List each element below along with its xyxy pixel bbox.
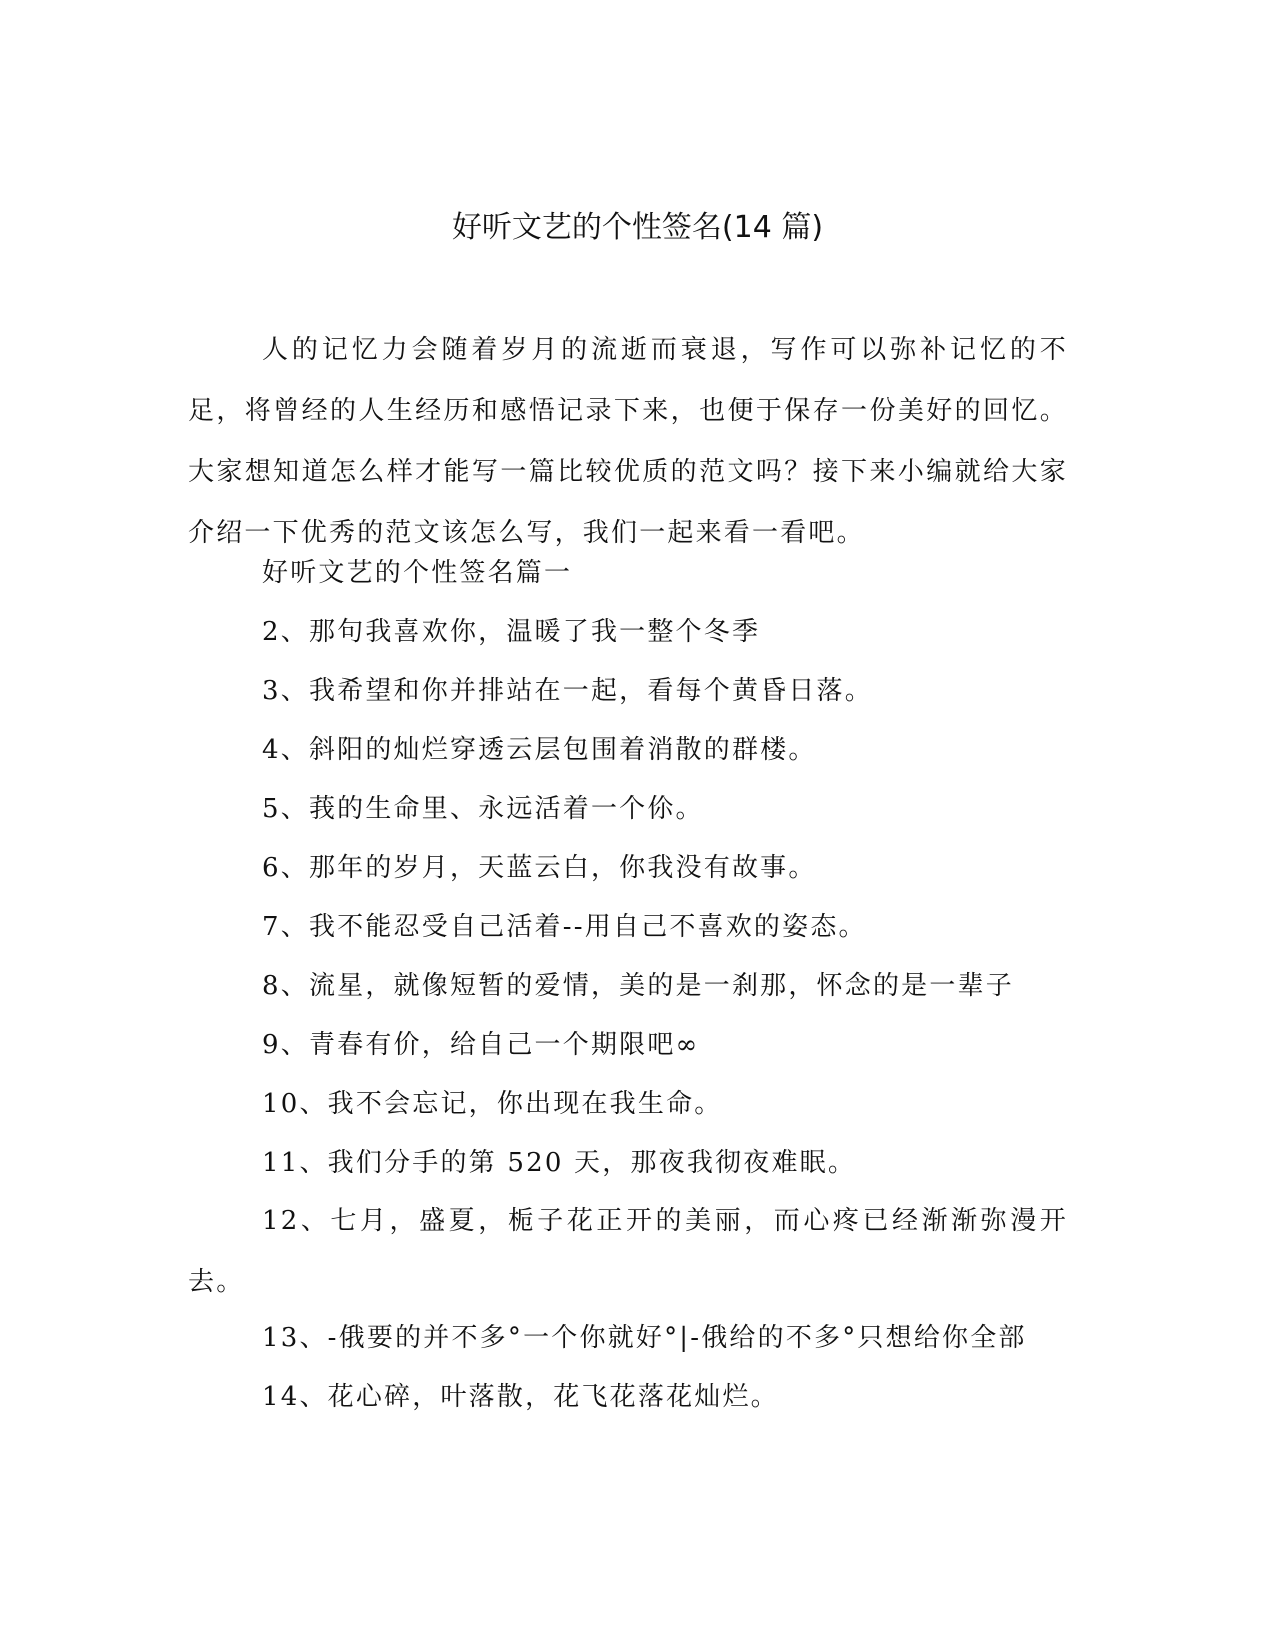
list-item: 14、花心碎，叶落散，花飞花落花灿烂。 — [262, 1382, 779, 1412]
list-item: 2、那句我喜欢你，温暖了我一整个冬季 — [262, 617, 761, 647]
list-item: 11、我们分手的第 520 天，那夜我彻夜难眠。 — [262, 1148, 857, 1178]
section-heading: 好听文艺的个性签名篇一 — [262, 558, 573, 588]
list-item: 13、-俄要的并不多°一个你就好°|-俄给的不多°只想给你全部 — [262, 1323, 1027, 1353]
list-item: 8、流星，就像短暂的爱情，美的是一刹那，怀念的是一辈子 — [262, 971, 1014, 1001]
list-item: 12、七月，盛夏，栀子花正开的美丽，而心疼已经渐渐弥漫开去。 — [188, 1206, 1068, 1297]
list-item: 9、青春有价，给自己一个期限吧∞ — [262, 1030, 700, 1060]
intro-paragraph: 人的记忆力会随着岁月的流逝而衰退，写作可以弥补记忆的不足，将曾经的人生经历和感悟记录下来，也便于保存一份美好的回忆。大家想知道怎么样才能写一篇比较优质的范文吗？接下来小编就给大家介绍一下优秀的范文该怎么写，我们一起来看一看吧。 — [188, 335, 1068, 548]
list-item: 3、我希望和你并排站在一起，看每个黄昏日落。 — [262, 676, 873, 706]
list-item: 6、那年的岁月，天蓝云白，你我没有故事。 — [262, 853, 817, 883]
list-item: 5、莪的生命里、永远活着一个伱。 — [262, 794, 704, 824]
list-item: 7、我不能忍受自己活着--用自己不喜欢的姿态。 — [262, 912, 867, 942]
list-item: 10、我不会忘记，你出现在我生命。 — [262, 1089, 723, 1119]
document-title: 好听文艺的个性签名(14 篇) — [451, 210, 824, 245]
list-item: 4、斜阳的灿烂穿透云层包围着消散的群楼。 — [262, 735, 817, 765]
